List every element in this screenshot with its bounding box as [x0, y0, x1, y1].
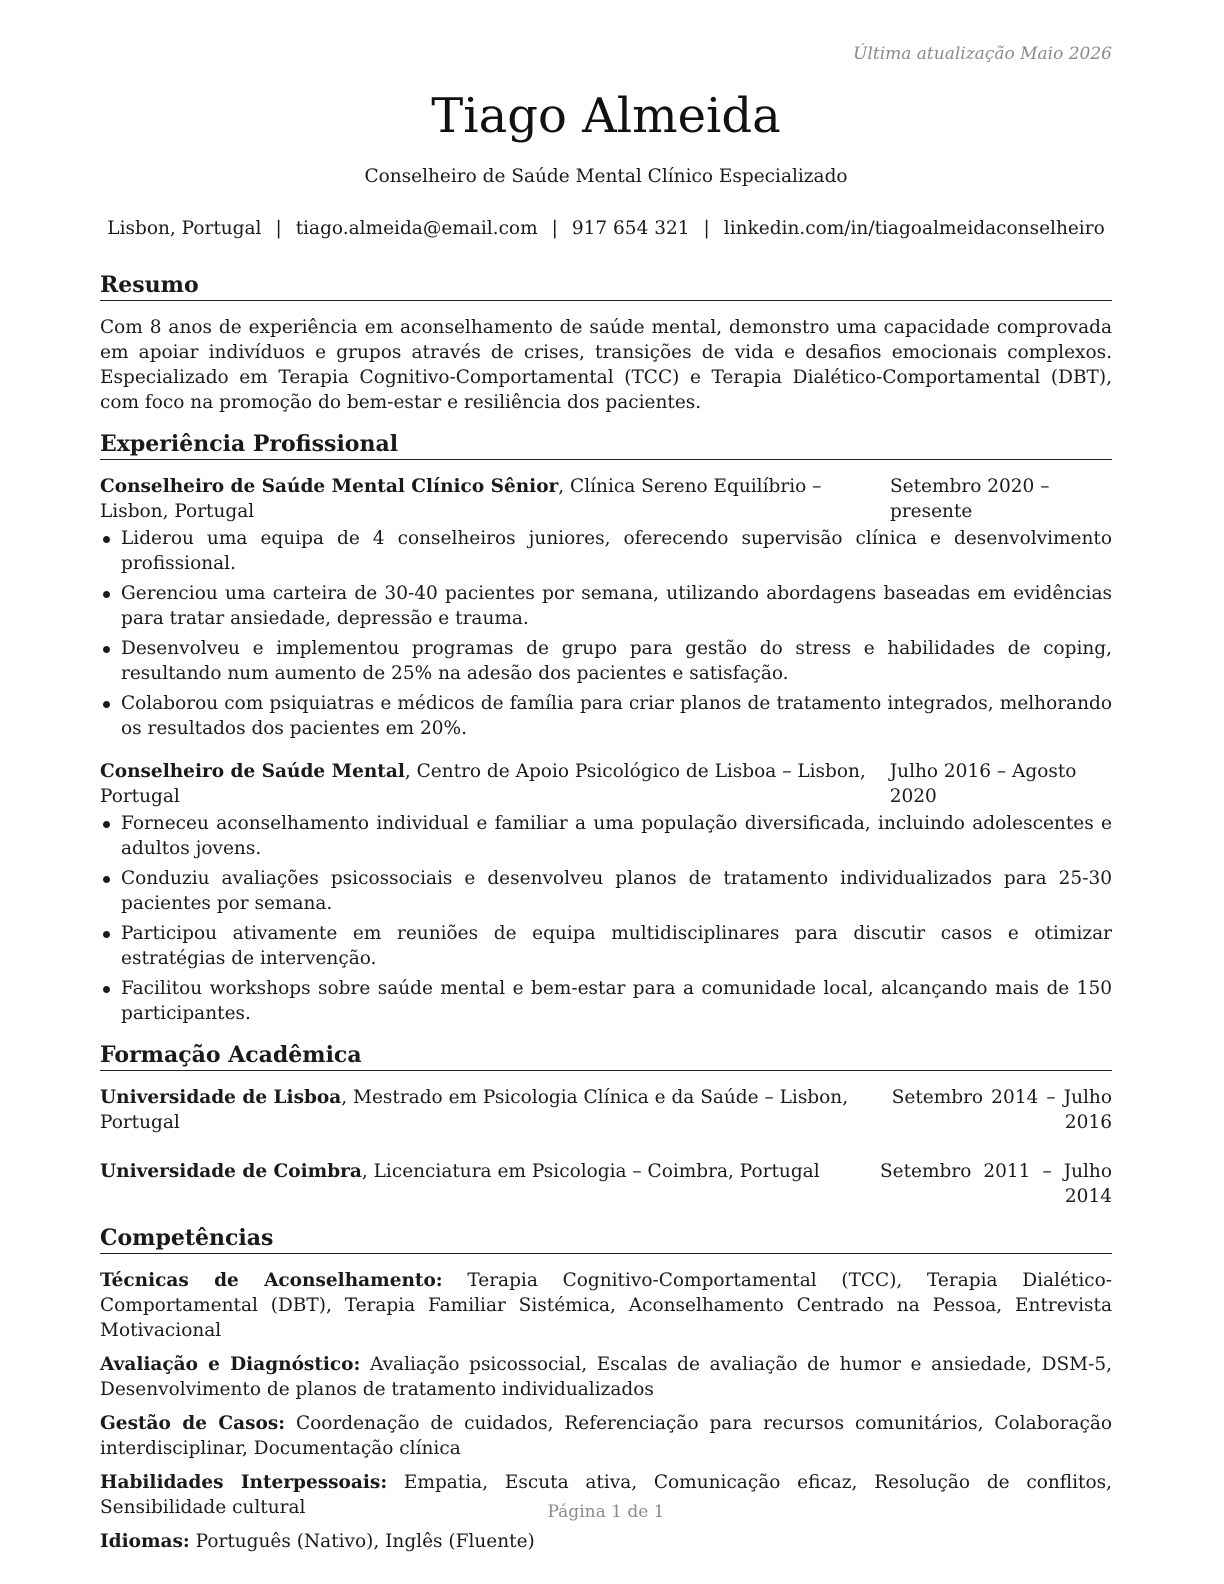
contact-line — [100, 218, 1112, 239]
skill-value: Coordenação de cuidados, Referenciação para recursos comunitários, Colaboração interdisciplinar, Documentação clínica — [100, 1413, 1113, 1459]
separator: | — [703, 218, 710, 239]
education-institution: Universidade de Lisboa — [100, 1087, 342, 1108]
separator: | — [275, 218, 282, 239]
bullet-item: Liderou uma equipa de 4 conselheiros juniores, oferecendo supervisão clínica e desenvolvimento profissional. — [100, 526, 1112, 576]
skill-label: Idiomas: — [100, 1531, 190, 1552]
education-section — [100, 1040, 1112, 1209]
education-institution: Universidade de Coimbra — [100, 1161, 362, 1182]
bullet-item: Forneceu aconselhamento individual e familiar a uma população diversificada, incluindo adolescentes e adultos jovens. — [100, 811, 1112, 861]
education-dates-line2: 2014 — [1064, 1186, 1112, 1207]
job-entry — [100, 474, 1112, 741]
job-entry — [100, 759, 1112, 1026]
bullet-item: Gerenciou uma carteira de 30-40 pacientes por semana, utilizando abordagens baseadas em evidências para tratar ansiedade, depressão e trauma. — [100, 581, 1112, 631]
education-dates — [880, 1159, 1112, 1209]
summary-text: Com 8 anos de experiência em aconselhamento de saúde mental, demonstro uma capacidade comprovada em apoiar indivíduos e grupos através de crises, transições de vida e desafios emocionais complexos. Especializado em Terapia Cognitivo-Comportamental (TCC) e Terapia Dialético-Comportamental (DBT), com foco na promoção do bem-estar e resiliência dos pacientes. — [100, 317, 1112, 413]
skill-line — [100, 1529, 1112, 1554]
bullet-item: Facilitou workshops sobre saúde mental e bem-estar para a comunidade local, alcançando mais de 150 participantes. — [100, 976, 1112, 1026]
skill-value: Terapia Cognitivo-Comportamental (TCC), Terapia Dialético-Comportamental (DBT), Terapia Familiar Sistémica, Aconselhamento Centrado na Pessoa, Entrevista Motivacional — [100, 1270, 1112, 1341]
skill-value: Português (Nativo), Inglês (Fluente) — [189, 1531, 535, 1552]
job-header — [100, 474, 1112, 524]
bullet-item: Conduziu avaliações psicossociais e desenvolveu planos de tratamento individualizados para 25-30 pacientes por semana. — [100, 866, 1112, 916]
skill-label: Habilidades Interpessoais: — [100, 1472, 388, 1493]
job-title: Conselheiro de Saúde Mental Clínico Especializado — [364, 166, 848, 187]
job-dates: Julho 2016 – Agosto 2020 — [889, 761, 1077, 807]
experience-section — [100, 429, 1112, 1026]
job-bullets — [100, 811, 1112, 1026]
education-entry — [100, 1159, 1112, 1209]
skill-line — [100, 1352, 1112, 1402]
bullet-item: Desenvolveu e implementou programas de grupo para gestão do stress e habilidades de coping, resultando num aumento de 25% na adesão dos pacientes e satisfação. — [100, 636, 1112, 686]
section-heading-education: Formação Acadêmica — [100, 1040, 1112, 1071]
section-heading-experience: Experiência Profissional — [100, 429, 1112, 460]
skill-label: Avaliação e Diagnóstico: — [100, 1354, 361, 1375]
bullet-item: Colaborou com psiquiatras e médicos de família para criar planos de tratamento integrados, melhorando os resultados dos pacientes em 20%. — [100, 691, 1112, 741]
section-heading-skills: Competências — [100, 1223, 1112, 1254]
job-organization: , Clínica Sereno Equilíbrio – Lisbon, Portugal — [100, 476, 822, 522]
education-dates-line2: 2016 — [1064, 1112, 1112, 1133]
education-degree: , Mestrado em Psicologia Clínica e da Saúde – Lisbon, Portugal — [100, 1087, 849, 1133]
job-header — [100, 759, 1112, 809]
resume-content — [100, 270, 1112, 1554]
education-dates-line1: Setembro 2014 – Julho — [891, 1087, 1112, 1108]
candidate-name: Tiago Almeida — [431, 88, 781, 144]
job-position: Conselheiro de Saúde Mental — [100, 761, 405, 782]
job-organization: , Centro de Apoio Psicológico de Lisboa – Lisbon, Portugal — [100, 761, 866, 807]
skill-value: Avaliação psicossocial, Escalas de avaliação de humor e ansiedade, DSM-5, Desenvolvimento de planos de tratamento individualizados — [100, 1354, 1112, 1400]
summary-section — [100, 270, 1112, 415]
skill-label: Técnicas de Aconselhamento: — [100, 1270, 443, 1291]
bullet-item: Participou ativamente em reuniões de equipa multidisciplinares para discutir casos e otimizar estratégias de intervenção. — [100, 921, 1112, 971]
job-dates: Setembro 2020 – presente — [889, 476, 1050, 522]
contact-phone: 917 654 321 — [571, 218, 690, 239]
education-dates — [892, 1085, 1112, 1135]
contact-location: Lisbon, Portugal — [107, 218, 262, 239]
skill-value: Empatia, Escuta ativa, Comunicação eficaz, Resolução de conflitos, Sensibilidade cultural — [100, 1472, 1112, 1518]
last-updated: Última atualização Maio 2026 — [853, 44, 1112, 64]
separator: | — [551, 218, 558, 239]
education-entry — [100, 1085, 1112, 1135]
skill-line — [100, 1268, 1112, 1343]
education-degree: , Licenciatura em Psicologia – Coimbra, Portugal — [361, 1161, 820, 1182]
contact-linkedin[interactable]: linkedin.com/in/tiagoalmeidaconselheiro — [723, 218, 1105, 239]
contact-email[interactable]: tiago.almeida@email.com — [295, 218, 538, 239]
section-heading-summary: Resumo — [100, 270, 1112, 301]
job-position: Conselheiro de Saúde Mental Clínico Sênior — [100, 476, 559, 497]
resume-page — [100, 0, 1112, 1584]
education-dates-line1: Setembro 2011 – Julho — [880, 1161, 1112, 1182]
skill-line — [100, 1411, 1112, 1461]
job-bullets — [100, 526, 1112, 741]
skill-label: Gestão de Casos: — [100, 1413, 286, 1434]
page-number: Página 1 de 1 — [547, 1502, 665, 1522]
